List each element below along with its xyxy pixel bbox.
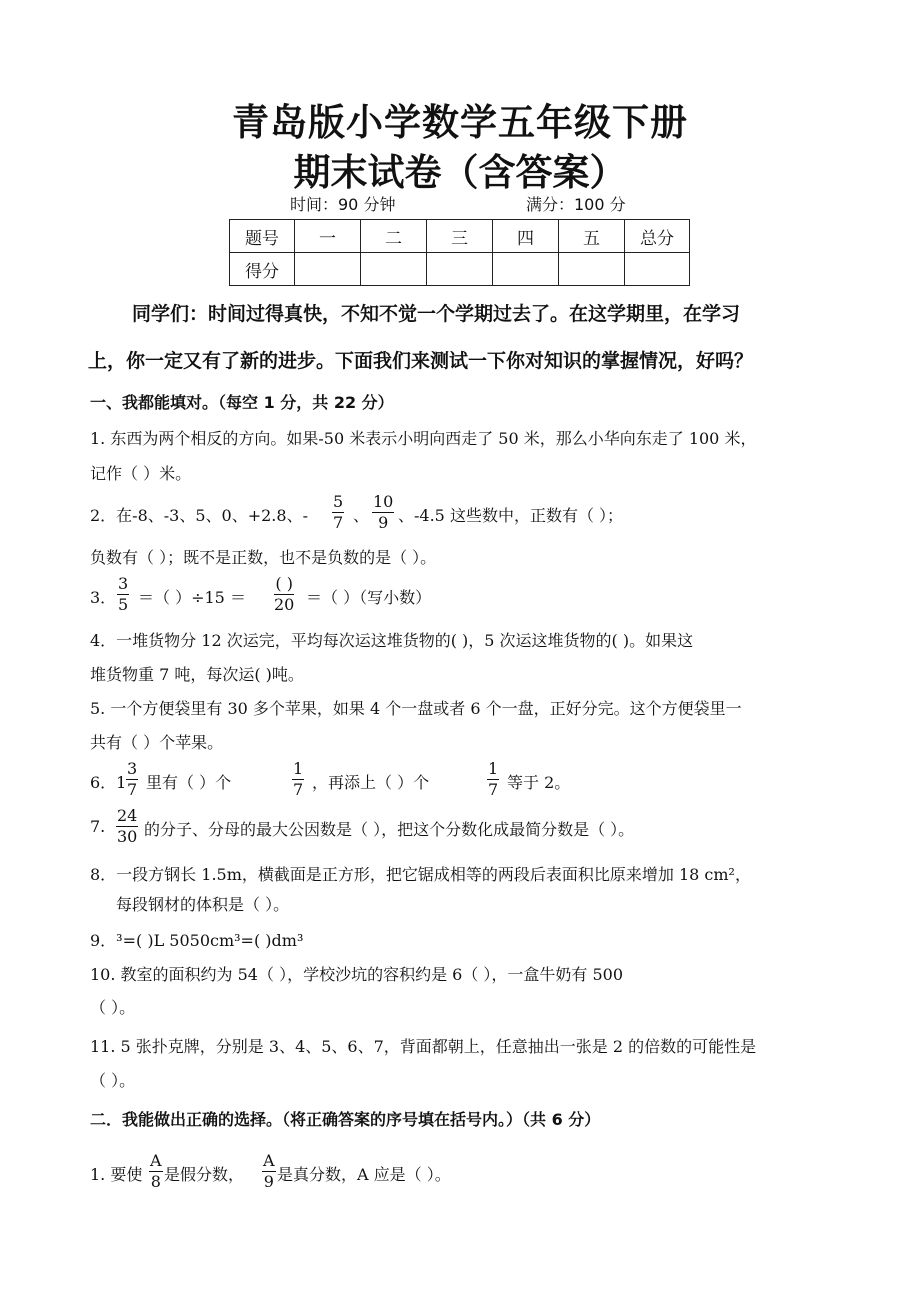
numerator: 3 bbox=[118, 574, 129, 593]
section-2-question-1-middle: 是假分数， bbox=[164, 1165, 245, 1184]
question-3-middle: ＝（ ）÷15 ＝ bbox=[138, 588, 246, 607]
question-1-line-1: 1. 东西为两个相反的方向。如果-50 米表示小明向西走了 50 米，那么小华向东走了 100 米， bbox=[90, 429, 757, 448]
score-cell: 题号 bbox=[230, 220, 295, 253]
score-cell: 二 bbox=[361, 220, 427, 253]
question-2-line-1-end: 、-4.5 这些数中，正数有（ ）； bbox=[398, 506, 624, 525]
score-input-cell[interactable] bbox=[625, 253, 690, 286]
question-11-line-1: 11. 5 张扑克牌，分别是 3、4、5、6、7，背面都朝上，任意抽出一张是 2 的倍数的可能性是 bbox=[90, 1037, 757, 1056]
score-table-header-row bbox=[230, 220, 690, 253]
question-9: 9．³=( )L 5050cm³=( )dm³ bbox=[90, 931, 304, 950]
denominator: 7 bbox=[127, 780, 138, 799]
fraction-A-8 bbox=[149, 1151, 163, 1192]
fraction-A-9 bbox=[262, 1151, 276, 1192]
question-7-text: 的分子、分母的最大公因数是（ ），把这个分数化成最简分数是（ ）。 bbox=[144, 820, 635, 839]
question-6-middle-1: 里有（ ）个 bbox=[146, 773, 232, 792]
numerator: 1 bbox=[293, 759, 304, 778]
score-input-cell[interactable] bbox=[295, 253, 361, 286]
score-input-cell[interactable] bbox=[361, 253, 427, 286]
score-input-cell[interactable] bbox=[427, 253, 493, 286]
fraction-5-7 bbox=[332, 492, 344, 533]
numerator: 24 bbox=[117, 806, 138, 825]
numerator: A bbox=[150, 1151, 162, 1170]
score-input-cell[interactable] bbox=[493, 253, 559, 286]
question-10-line-2: （ ）。 bbox=[90, 998, 136, 1017]
denominator: 7 bbox=[333, 513, 344, 532]
score-table bbox=[229, 219, 690, 286]
numerator: 1 bbox=[488, 759, 499, 778]
fraction-3-7 bbox=[126, 759, 138, 800]
question-11-line-2: （ ）。 bbox=[90, 1071, 136, 1090]
question-2-line-1-start: 2．在-8、-3、5、0、+2.8、- bbox=[90, 506, 308, 525]
section-2-question-1-end: 是真分数，A 应是（ ）。 bbox=[277, 1165, 451, 1184]
question-6-middle-2: ，再添上（ ）个 bbox=[312, 773, 430, 792]
question-8-line-1: 8．一段方钢长 1.5m，横截面是正方形，把它锯成相等的两段后表面积比原来增加 18 cm²， bbox=[90, 865, 751, 884]
intro-line-2: 上，你一定又有了新的进步。下面我们来测试一下你对知识的掌握情况，好吗？ bbox=[88, 350, 754, 372]
numerator: 5 bbox=[333, 492, 344, 511]
score-cell: 四 bbox=[493, 220, 559, 253]
fraction-1-7-b bbox=[487, 759, 499, 800]
time-label: 时间：90 分钟 bbox=[290, 195, 396, 214]
numerator: ( ) bbox=[275, 574, 293, 593]
denominator: 9 bbox=[378, 513, 389, 532]
score-label: 满分：100 分 bbox=[526, 195, 626, 214]
title-line-1: 青岛版小学数学五年级下册 bbox=[232, 101, 688, 144]
question-6-end: 等于 2。 bbox=[507, 773, 571, 792]
score-cell: 三 bbox=[427, 220, 493, 253]
question-2-separator: 、 bbox=[353, 506, 370, 525]
question-2-line-2: 负数有（ ）；既不是正数，也不是负数的是（ ）。 bbox=[90, 548, 437, 567]
question-4-line-2: 堆货物重 7 吨，每次运( )吨。 bbox=[90, 665, 304, 684]
score-cell: 一 bbox=[295, 220, 361, 253]
denominator: 9 bbox=[263, 1172, 274, 1191]
numerator: 3 bbox=[127, 759, 138, 778]
question-10-line-1: 10. 教室的面积约为 54（ ），学校沙坑的容积约是 6（ ），一盒牛奶有 500 bbox=[90, 965, 624, 984]
denominator: 7 bbox=[293, 780, 304, 799]
fraction-blank-20 bbox=[274, 574, 294, 615]
intro-line-1: 同学们：时间过得真快，不知不觉一个学期过去了。在这学期里，在学习 bbox=[132, 303, 741, 325]
score-cell: 得分 bbox=[230, 253, 295, 286]
fraction-1-7-a bbox=[292, 759, 304, 800]
title-line-2: 期末试卷（含答案） bbox=[293, 151, 627, 194]
question-3-number: 3． bbox=[90, 588, 117, 607]
score-cell: 五 bbox=[559, 220, 625, 253]
denominator: 5 bbox=[118, 595, 129, 614]
denominator: 20 bbox=[274, 595, 295, 614]
question-5-line-2: 共有（ ）个苹果。 bbox=[90, 733, 224, 752]
denominator: 8 bbox=[150, 1172, 161, 1191]
fraction-24-30 bbox=[116, 806, 138, 847]
question-6-start: 6．1 bbox=[90, 773, 127, 792]
section-2-heading: 二．我能做出正确的选择。（将正确答案的序号填在括号内。）（共 6 分） bbox=[90, 1110, 601, 1129]
question-3-end: ＝（ ）（写小数） bbox=[306, 588, 432, 607]
score-table-score-row bbox=[230, 253, 690, 286]
question-5-line-1: 5. 一个方便袋里有 30 多个苹果，如果 4 个一盘或者 6 个一盘，正好分完。这个方便袋里一 bbox=[90, 699, 742, 718]
denominator: 30 bbox=[117, 827, 138, 846]
numerator: 10 bbox=[373, 492, 394, 511]
score-cell: 总分 bbox=[625, 220, 690, 253]
fraction-10-9 bbox=[372, 492, 394, 533]
numerator: A bbox=[263, 1151, 275, 1170]
denominator: 7 bbox=[488, 780, 499, 799]
question-7-number: 7. bbox=[90, 817, 106, 836]
section-1-heading: 一、我都能填对。（每空 1 分，共 22 分） bbox=[90, 393, 394, 412]
score-input-cell[interactable] bbox=[559, 253, 625, 286]
question-4-line-1: 4．一堆货物分 12 次运完，平均每次运这堆货物的( )，5 次运这堆货物的( )。如果这 bbox=[90, 631, 694, 650]
question-1-line-2: 记作（ ）米。 bbox=[90, 464, 192, 483]
section-2-question-1-start: 1. 要使 bbox=[90, 1165, 143, 1184]
fraction-3-5 bbox=[117, 574, 129, 615]
question-8-line-2: 每段钢材的体积是（ ）。 bbox=[116, 895, 290, 914]
